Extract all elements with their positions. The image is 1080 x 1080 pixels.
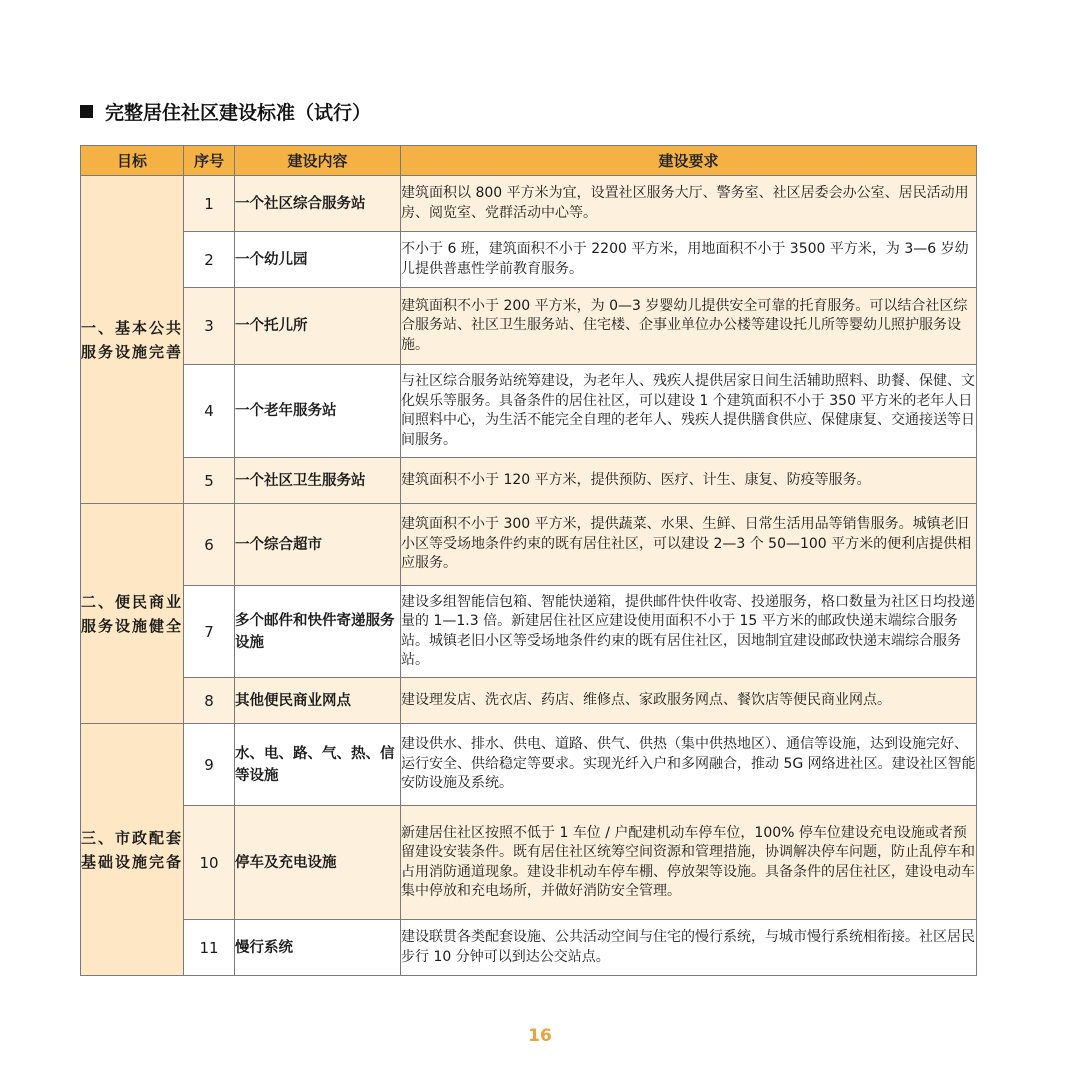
- row-content: 多个邮件和快件寄递服务设施: [235, 586, 401, 678]
- table-row: [81, 176, 977, 232]
- table-row: [81, 458, 977, 504]
- row-number: 3: [184, 288, 235, 365]
- row-requirement: 建设多组智能信包箱、智能快递箱，提供邮件快件收寄、投递服务，格口数量为社区日均投递量的 1—1.3 倍。新建居住社区应建设使用面积不小于 15 平方米的邮政快递末端综合服务站。城镇老旧小区等受场地条件约束的既有居住社区，因地制宜建设邮政快递末端综合服务站。: [401, 586, 977, 678]
- row-requirement: 与社区综合服务站统筹建设，为老年人、残疾人提供居家日间生活辅助照料、助餐、保健、文化娱乐等服务。具备条件的居住社区，可以建设 1 个建筑面积不小于 350 平方米的老年人日间照料中心，为生活不能完全自理的老年人、残疾人提供膳食供应、保健康复、交通接送等日间服务。: [401, 365, 977, 458]
- row-number: 8: [184, 678, 235, 724]
- row-content: 水、电、路、气、热、信等设施: [235, 724, 401, 806]
- row-content: 一个幼儿园: [235, 232, 401, 288]
- row-content: 其他便民商业网点: [235, 678, 401, 724]
- table-row: [81, 920, 977, 976]
- page-title-text: 完整居住社区建设标准（试行）: [105, 102, 372, 124]
- table-row: [81, 232, 977, 288]
- header-content: 建设内容: [235, 146, 401, 176]
- row-number: 4: [184, 365, 235, 458]
- row-number: 1: [184, 176, 235, 232]
- page-number: 16: [528, 1026, 552, 1046]
- row-requirement: 建筑面积不小于 300 平方米，提供蔬菜、水果、生鲜、日常生活用品等销售服务。城镇老旧小区等受场地条件约束的既有居住社区，可以建设 2—3 个 50—100 平方米的便利店提供相应服务。: [401, 504, 977, 586]
- row-content: 一个社区综合服务站: [235, 176, 401, 232]
- row-requirement: 建设供水、排水、供电、道路、供气、供热（集中供热地区）、通信等设施，达到设施完好、运行安全、供给稳定等要求。实现光纤入户和多网融合，推动 5G 网络进社区。建设社区智能安防设施及系统。: [401, 724, 977, 806]
- row-content: 一个托儿所: [235, 288, 401, 365]
- row-number: 5: [184, 458, 235, 504]
- row-number: 10: [184, 806, 235, 920]
- header-goal: 目标: [81, 146, 184, 176]
- row-content: 停车及充电设施: [235, 806, 401, 920]
- table-row: [81, 806, 977, 920]
- row-requirement: 建筑面积不小于 200 平方米，为 0—3 岁婴幼儿提供安全可靠的托育服务。可以结合社区综合服务站、社区卫生服务站、住宅楼、企事业单位办公楼等建设托儿所等婴幼儿照护服务设施。: [401, 288, 977, 365]
- goal-cell: 一、基本公共服务设施完善: [81, 176, 184, 504]
- row-number: 2: [184, 232, 235, 288]
- row-requirement: 建设联贯各类配套设施、公共活动空间与住宅的慢行系统，与城市慢行系统相衔接。社区居民步行 10 分钟可以到达公交站点。: [401, 920, 977, 976]
- row-requirement: 建设理发店、洗衣店、药店、维修点、家政服务网点、餐饮店等便民商业网点。: [401, 678, 977, 724]
- table-row: [81, 586, 977, 678]
- goal-cell: 二、便民商业服务设施健全: [81, 504, 184, 724]
- table-row: [81, 504, 977, 586]
- header-num: 序号: [184, 146, 235, 176]
- row-content: 一个综合超市: [235, 504, 401, 586]
- row-number: 11: [184, 920, 235, 976]
- table-row: [81, 724, 977, 806]
- row-number: 9: [184, 724, 235, 806]
- standards-table: [80, 145, 977, 976]
- row-requirement: 建筑面积不小于 120 平方米，提供预防、医疗、计生、康复、防疫等服务。: [401, 458, 977, 504]
- row-requirement: 新建居住社区按照不低于 1 车位 / 户配建机动车停车位，100% 停车位建设充电设施或者预留建设安装条件。既有居住社区统筹空间资源和管理措施，协调解决停车问题，防止乱停车和占用消防通道现象。建设非机动车停车棚、停放架等设施。具备条件的居住社区，建设电动车集中停放和充电场所，并做好消防安全管理。: [401, 806, 977, 920]
- goal-cell: 三、市政配套基础设施完备: [81, 724, 184, 976]
- row-requirement: 不小于 6 班，建筑面积不小于 2200 平方米，用地面积不小于 3500 平方米，为 3—6 岁幼儿提供普惠性学前教育服务。: [401, 232, 977, 288]
- row-number: 6: [184, 504, 235, 586]
- table-row: [81, 365, 977, 458]
- page-title: [80, 98, 371, 125]
- square-bullet-icon: [80, 105, 93, 118]
- row-content: 一个社区卫生服务站: [235, 458, 401, 504]
- row-content: 一个老年服务站: [235, 365, 401, 458]
- table-row: [81, 288, 977, 365]
- table-row: [81, 678, 977, 724]
- table-header-row: [81, 146, 977, 176]
- row-content: 慢行系统: [235, 920, 401, 976]
- row-requirement: 建筑面积以 800 平方米为宜，设置社区服务大厅、警务室、社区居委会办公室、居民活动用房、阅览室、党群活动中心等。: [401, 176, 977, 232]
- row-number: 7: [184, 586, 235, 678]
- header-requirement: 建设要求: [401, 146, 977, 176]
